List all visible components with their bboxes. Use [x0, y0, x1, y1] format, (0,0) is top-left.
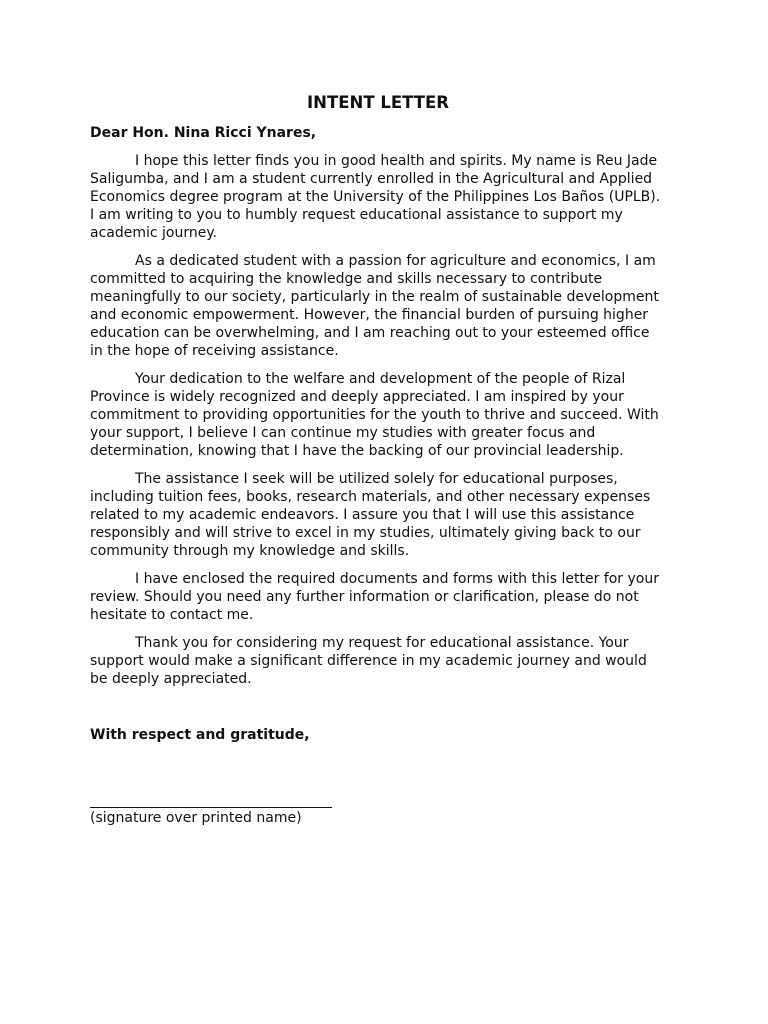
- paragraph-introduction: I hope this letter finds you in good health and spirits. My name is Reu Jade Saligumba, and I am a student currently enrolled in the Agricultural and Applied Economics degree program at the University of the Philippines Los Baños (UPLB). I am writing to you to humbly request educational assistance to support my academic journey.: [90, 153, 661, 241]
- signature-line: [90, 807, 332, 808]
- letter-title: INTENT LETTER: [307, 93, 449, 112]
- paragraph-thanks: Thank you for considering my request for educational assistance. Your support would make a significant difference in my academic journey and would be deeply appreciated.: [90, 635, 647, 687]
- paragraph-appreciation: Your dedication to the welfare and development of the people of Rizal Province is widely recognized and deeply appreciated. I am inspired by your commitment to providing opportunities for the youth to thrive and succeed. With your support, I believe I can continue my studies with greater focus and determination, knowing that I have the backing of our provincial leadership.: [90, 371, 659, 459]
- signature-caption: (signature over printed name): [90, 810, 302, 826]
- closing-line: With respect and gratitude,: [90, 727, 310, 743]
- paragraph-motivation: As a dedicated student with a passion for agriculture and economics, I am committed to acquiring the knowledge and skills necessary to contribute meaningfully to our society, particularly in the realm of sustainable development and economic empowerment. However, the financial burden of pursuing higher education can be overwhelming, and I am reaching out to your esteemed office in the hope of receiving assistance.: [90, 253, 659, 359]
- salutation: Dear Hon. Nina Ricci Ynares,: [90, 125, 317, 141]
- paragraph-purpose: The assistance I seek will be utilized solely for educational purposes, including tuition fees, books, research materials, and other necessary expenses related to my academic endeavors. I assure you that I will use this assistance responsibly and will strive to excel in my studies, ultimately giving back to our community through my knowledge and skills.: [90, 471, 651, 559]
- paragraph-enclosures: I have enclosed the required documents and forms with this letter for your review. Should you need any further information or clarification, please do not hesitate to contact me.: [90, 571, 659, 623]
- letter-page: [90, 92, 666, 827]
